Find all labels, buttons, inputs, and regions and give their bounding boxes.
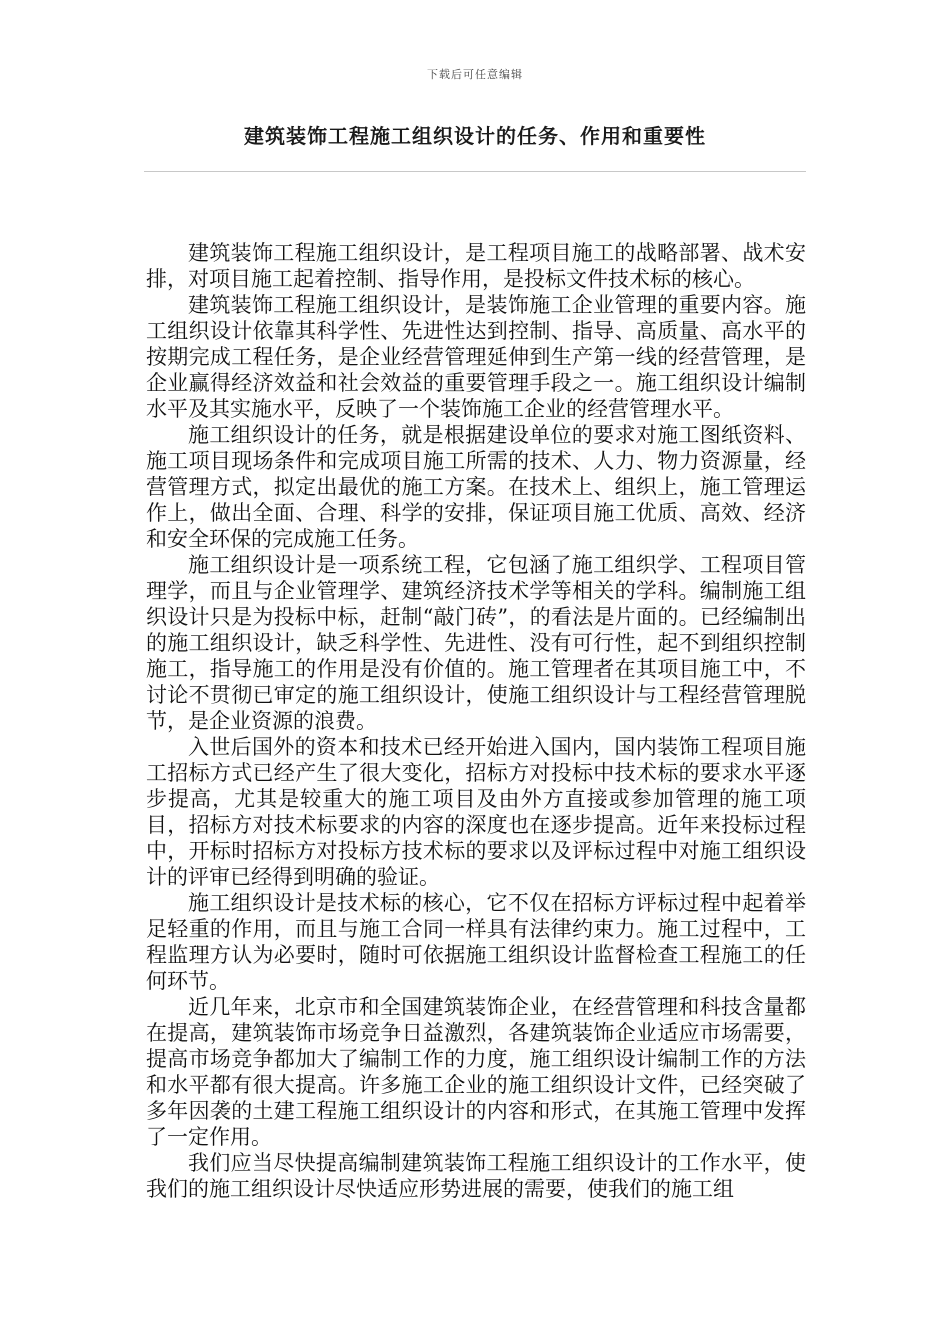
paragraph: 施工组织设计的任务，就是根据建设单位的要求对施工图纸资料、施工项目现场条件和完成项目施工所需的技术、人力、物力资源量，经营管理方式，拟定出最优的施工方案。在技术上、组织上，施工管理运作上，做出全面、合理、科学的安排，保证项目施工优质、高效、经济和安全环保的完成施工任务。 <box>146 423 806 551</box>
paragraph: 入世后国外的资本和技术已经开始进入国内，国内装饰工程项目施工招标方式已经产生了很大变化，招标方对投标中技术标的要求水平逐步提高，尤其是较重大的施工项目及由外方直接或参加管理的施工项目，招标方对技术标要求的内容的深度也在逐步提高。近年来投标过程中，开标时招标方对投标方技术标的要求以及评标过程中对施工组织设计的评审已经得到明确的验证。 <box>146 735 806 889</box>
title-divider <box>144 171 806 172</box>
paragraph: 施工组织设计是一项系统工程，它包涵了施工组织学、工程项目管理学，而且与企业管理学、建筑经济技术学等相关的学科。编制施工组织设计只是为投标中标，赶制“敲门砖”，的看法是片面的。已经编制出的施工组织设计，缺乏科学性、先进性、没有可行性，起不到组织控制施工，指导施工的作用是没有价值的。施工管理者在其项目施工中，不讨论不贯彻已审定的施工组织设计，使施工组织设计与工程经营管理脱节，是企业资源的浪费。 <box>146 553 806 733</box>
paragraph: 近几年来，北京市和全国建筑装饰企业，在经营管理和科技含量都在提高，建筑装饰市场竞争日益激烈，各建筑装饰企业适应市场需要，提高市场竞争都加大了编制工作的力度，施工组织设计编制工作的方法和水平都有很大提高。许多施工企业的施工组织设计文件，已经突破了多年因袭的土建工程施工组织设计的内容和形式，在其施工管理中发挥了一定作用。 <box>146 995 806 1149</box>
paragraph: 施工组织设计是技术标的核心，它不仅在招标方评标过程中起着举足轻重的作用，而且与施工合同一样具有法律约束力。施工过程中，工程监理方认为必要时，随时可依据施工组织设计监督检查工程施工的任何环节。 <box>146 891 806 993</box>
paragraph: 我们应当尽快提高编制建筑装饰工程施工组织设计的工作水平，使我们的施工组织设计尽快适应形势进展的需要，使我们的施工组 <box>146 1151 806 1201</box>
document-body <box>146 240 806 1202</box>
document-title: 建筑装饰工程施工组织设计的任务、作用和重要性 <box>244 124 706 148</box>
paragraph: 建筑装饰工程施工组织设计，是装饰施工企业管理的重要内容。施工组织设计依靠其科学性、先进性达到控制、指导、高质量、高水平的按期完成工程任务，是企业经营管理延伸到生产第一线的经营管理，是企业赢得经济效益和社会效益的重要管理手段之一。施工组织设计编制水平及其实施水平，反映了一个装饰施工企业的经营管理水平。 <box>146 293 806 421</box>
page-header-note: 下载后可任意编辑 <box>427 68 523 81</box>
paragraph: 建筑装饰工程施工组织设计，是工程项目施工的战略部署、战术安排，对项目施工起着控制、指导作用，是投标文件技术标的核心。 <box>146 241 806 291</box>
